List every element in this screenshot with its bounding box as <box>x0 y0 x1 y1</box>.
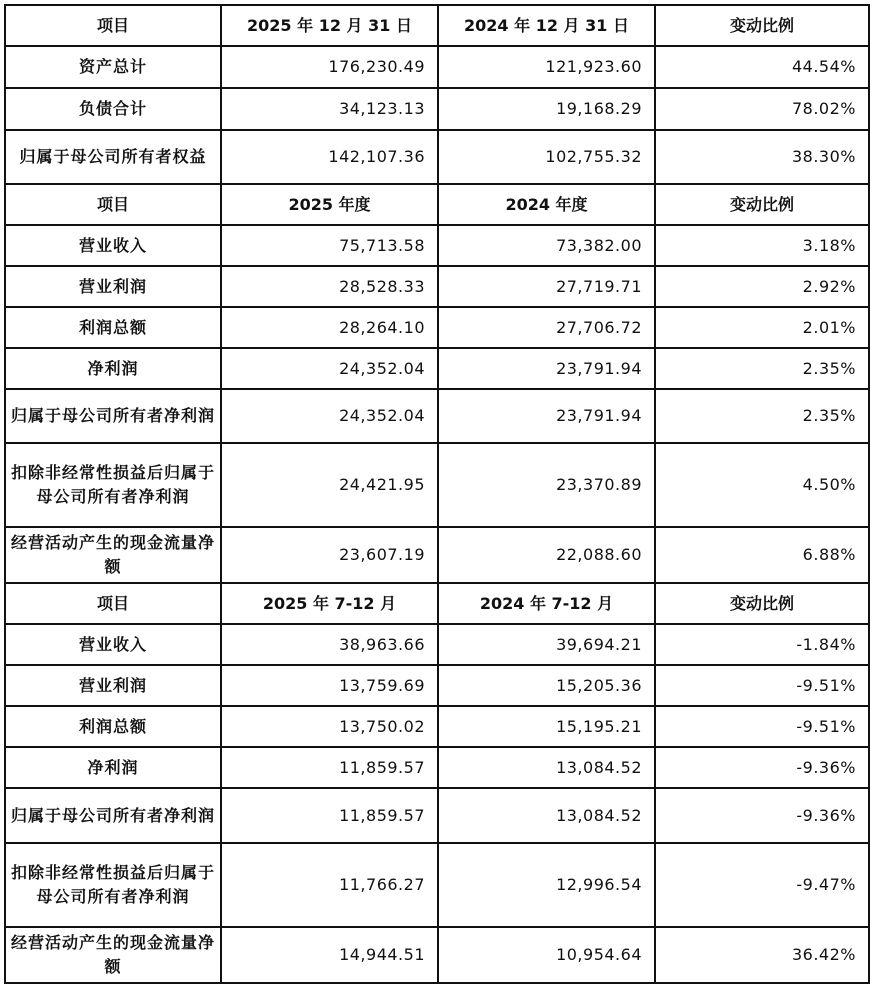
row-value-2024: 12,996.54 <box>438 843 655 927</box>
row-label: 经营活动产生的现金流量净额 <box>5 927 221 983</box>
table-row <box>5 443 869 527</box>
table-row <box>5 706 869 747</box>
row-value-2025: 142,107.36 <box>221 130 438 184</box>
row-label: 扣除非经常性损益后归属于母公司所有者净利润 <box>5 843 221 927</box>
row-value-2025: 14,944.51 <box>221 927 438 983</box>
row-value-2025: 28,528.33 <box>221 266 438 307</box>
row-label: 营业收入 <box>5 624 221 665</box>
row-label: 利润总额 <box>5 307 221 348</box>
header-cell-change-ratio: 变动比例 <box>655 5 869 46</box>
row-value-2024: 15,205.36 <box>438 665 655 706</box>
header-cell-change-ratio: 变动比例 <box>655 583 869 624</box>
row-value-2025: 28,264.10 <box>221 307 438 348</box>
row-value-2024: 23,791.94 <box>438 389 655 443</box>
table-row <box>5 665 869 706</box>
row-change-ratio: -9.36% <box>655 788 869 843</box>
row-value-2024: 23,791.94 <box>438 348 655 389</box>
row-change-ratio: 2.01% <box>655 307 869 348</box>
row-value-2025: 13,750.02 <box>221 706 438 747</box>
row-change-ratio: 2.92% <box>655 266 869 307</box>
header-cell-2025-h2: 2025 年 7-12 月 <box>221 583 438 624</box>
row-value-2024: 102,755.32 <box>438 130 655 184</box>
row-value-2025: 23,607.19 <box>221 527 438 583</box>
row-value-2024: 39,694.21 <box>438 624 655 665</box>
header-cell-item: 项目 <box>5 184 221 225</box>
row-value-2025: 11,766.27 <box>221 843 438 927</box>
row-value-2025: 75,713.58 <box>221 225 438 266</box>
header-cell-2025-annual: 2025 年度 <box>221 184 438 225</box>
row-value-2025: 11,859.57 <box>221 788 438 843</box>
table-row <box>5 843 869 927</box>
table-row <box>5 266 869 307</box>
financial-summary-table <box>4 4 870 984</box>
row-label: 资产总计 <box>5 46 221 88</box>
table-row <box>5 527 869 583</box>
row-change-ratio: 4.50% <box>655 443 869 527</box>
table-header-row <box>5 5 869 46</box>
row-label: 经营活动产生的现金流量净额 <box>5 527 221 583</box>
table-row <box>5 348 869 389</box>
table-row <box>5 225 869 266</box>
row-label: 营业收入 <box>5 225 221 266</box>
row-value-2024: 22,088.60 <box>438 527 655 583</box>
row-value-2024: 27,706.72 <box>438 307 655 348</box>
table-row <box>5 389 869 443</box>
row-change-ratio: -9.51% <box>655 665 869 706</box>
row-value-2025: 24,352.04 <box>221 389 438 443</box>
row-value-2024: 23,370.89 <box>438 443 655 527</box>
row-change-ratio: -9.47% <box>655 843 869 927</box>
row-change-ratio: -1.84% <box>655 624 869 665</box>
row-label: 负债合计 <box>5 88 221 130</box>
row-value-2025: 13,759.69 <box>221 665 438 706</box>
header-cell-2024-12-31: 2024 年 12 月 31 日 <box>438 5 655 46</box>
row-value-2024: 19,168.29 <box>438 88 655 130</box>
table-row <box>5 130 869 184</box>
row-label: 营业利润 <box>5 266 221 307</box>
row-label: 归属于母公司所有者净利润 <box>5 389 221 443</box>
header-cell-item: 项目 <box>5 5 221 46</box>
row-value-2025: 176,230.49 <box>221 46 438 88</box>
table-row <box>5 46 869 88</box>
header-cell-2024-h2: 2024 年 7-12 月 <box>438 583 655 624</box>
table-row <box>5 927 869 983</box>
row-label: 净利润 <box>5 747 221 788</box>
row-label: 营业利润 <box>5 665 221 706</box>
row-change-ratio: -9.51% <box>655 706 869 747</box>
row-value-2024: 15,195.21 <box>438 706 655 747</box>
row-label: 扣除非经常性损益后归属于母公司所有者净利润 <box>5 443 221 527</box>
section-header-row <box>5 184 869 225</box>
row-value-2025: 38,963.66 <box>221 624 438 665</box>
row-change-ratio: 2.35% <box>655 348 869 389</box>
table-row <box>5 624 869 665</box>
row-label: 归属于母公司所有者权益 <box>5 130 221 184</box>
header-cell-item: 项目 <box>5 583 221 624</box>
row-label: 归属于母公司所有者净利润 <box>5 788 221 843</box>
row-change-ratio: 6.88% <box>655 527 869 583</box>
row-value-2024: 13,084.52 <box>438 747 655 788</box>
row-change-ratio: 36.42% <box>655 927 869 983</box>
header-cell-2025-12-31: 2025 年 12 月 31 日 <box>221 5 438 46</box>
row-change-ratio: 78.02% <box>655 88 869 130</box>
row-label: 净利润 <box>5 348 221 389</box>
table-row <box>5 88 869 130</box>
row-change-ratio: -9.36% <box>655 747 869 788</box>
row-value-2024: 13,084.52 <box>438 788 655 843</box>
section-header-row <box>5 583 869 624</box>
table-row <box>5 788 869 843</box>
row-value-2025: 24,421.95 <box>221 443 438 527</box>
row-value-2025: 34,123.13 <box>221 88 438 130</box>
row-value-2024: 121,923.60 <box>438 46 655 88</box>
header-cell-2024-annual: 2024 年度 <box>438 184 655 225</box>
row-change-ratio: 2.35% <box>655 389 869 443</box>
row-value-2024: 73,382.00 <box>438 225 655 266</box>
table-row <box>5 747 869 788</box>
header-cell-change-ratio: 变动比例 <box>655 184 869 225</box>
row-value-2024: 10,954.64 <box>438 927 655 983</box>
row-change-ratio: 38.30% <box>655 130 869 184</box>
table-row <box>5 307 869 348</box>
row-change-ratio: 44.54% <box>655 46 869 88</box>
row-value-2025: 24,352.04 <box>221 348 438 389</box>
row-label: 利润总额 <box>5 706 221 747</box>
row-value-2025: 11,859.57 <box>221 747 438 788</box>
row-change-ratio: 3.18% <box>655 225 869 266</box>
row-value-2024: 27,719.71 <box>438 266 655 307</box>
